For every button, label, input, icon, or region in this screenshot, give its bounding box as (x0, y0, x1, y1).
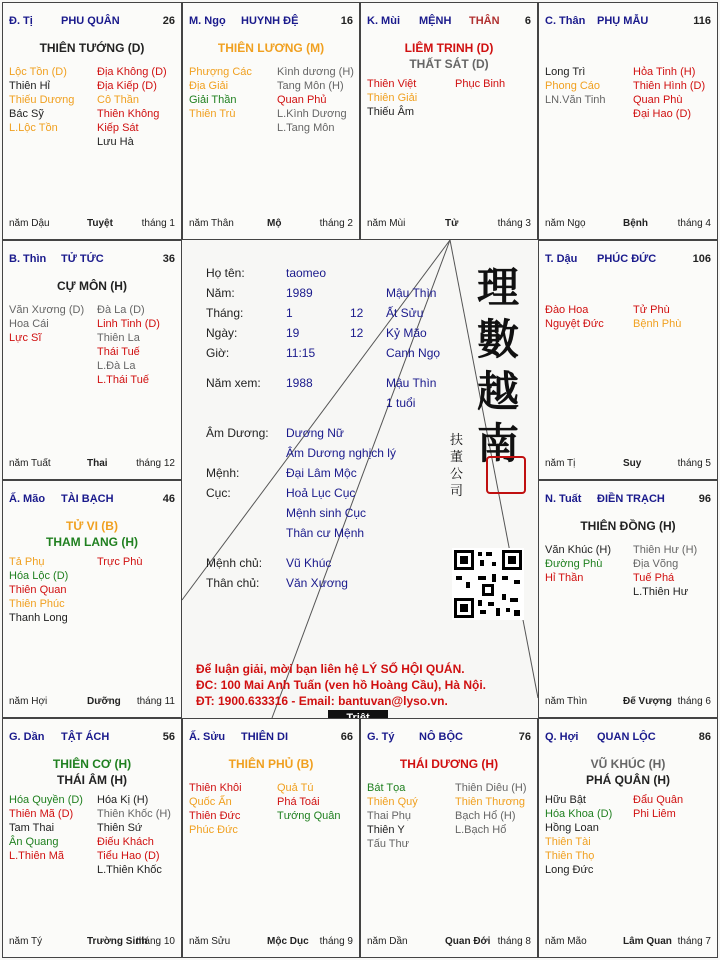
footer-year: năm Mão (545, 936, 587, 947)
minor-star: Kình dương (H) (277, 66, 354, 78)
tu-vi-chart (2, 2, 718, 958)
minor-star: Bệnh Phù (633, 318, 682, 330)
minor-star: Quả Tú (277, 782, 314, 794)
minor-star: Hóa Quyền (D) (9, 794, 83, 806)
minor-star: Thiên Sứ (97, 822, 143, 834)
year-lunar: Mậu Thìn (386, 286, 437, 300)
cuc-value2: Mệnh sinh Cục (286, 506, 367, 520)
minor-star: Đà La (D) (97, 304, 145, 316)
minor-star: Tả Phụ (9, 556, 45, 568)
footer-phase: Trường Sinh (87, 936, 148, 947)
palace-footer (367, 218, 531, 231)
palace-header (189, 15, 353, 29)
palace-number: 16 (340, 15, 353, 27)
palace-branch: M. Ngọ (189, 15, 226, 27)
palace-footer (189, 218, 353, 231)
thanchu-value: Văn Xương (286, 576, 348, 590)
footer-month: tháng 10 (136, 936, 175, 947)
main-star: THIÊN TƯỚNG (D) (39, 41, 145, 55)
palace-footer (9, 696, 175, 709)
minor-star: Thiên Khôi (189, 782, 242, 794)
minor-star: Đại Hao (D) (633, 108, 692, 120)
footer-year: năm Dậu (9, 218, 50, 229)
minor-star: Hỉ Thần (545, 572, 584, 584)
minor-star: Tuế Phá (633, 572, 675, 584)
minor-star: L.Tang Môn (277, 122, 335, 134)
year-label: Năm: (206, 286, 235, 300)
palace-number: 86 (698, 731, 711, 743)
minor-star: Hồng Loan (545, 822, 599, 834)
palace-footer (545, 458, 711, 471)
main-star: THAM LANG (H) (46, 535, 138, 549)
minor-star: Địa Võng (633, 558, 679, 570)
footer-phase: Dưỡng (87, 696, 121, 707)
palace-cell-thin (2, 240, 182, 480)
main-star: THẤT SÁT (D) (409, 57, 489, 71)
palace-cell-ty (360, 718, 538, 958)
cuc-value3: Thân cư Mệnh (286, 526, 365, 540)
minor-star: Thai Phụ (367, 810, 412, 822)
palace-tag: THÂN (469, 15, 500, 27)
minor-star: Giải Thần (189, 94, 237, 106)
day-solar: 19 (286, 326, 300, 340)
minor-star: Quan Phù (633, 94, 683, 106)
hour-lunar: Canh Ngọ (386, 346, 441, 360)
view-year-label: Năm xem: (206, 376, 261, 390)
palace-cell-tuat (538, 480, 718, 718)
calligraphy-logo: 理 數 越 南 (476, 263, 519, 468)
minor-star: Hoa Cái (9, 318, 49, 330)
minor-star: Địa Giải (189, 80, 229, 92)
amduong-label: Âm Dương: (206, 426, 269, 440)
palace-cell-mao (2, 480, 182, 718)
footer-month: tháng 11 (136, 696, 175, 707)
name-value: taomeo (286, 266, 327, 280)
minor-star: Thiên Hư (H) (633, 544, 698, 556)
palace-branch: G. Tý (367, 731, 395, 743)
minor-star: L.Đà La (97, 360, 136, 372)
footer-phase: Đế Vượng (623, 696, 672, 707)
palace-header (367, 15, 531, 29)
minor-star: Thanh Long (9, 612, 68, 624)
minor-star: Thiên Y (367, 824, 405, 836)
minor-star: Tấu Thư (367, 838, 410, 850)
qr-code-icon (452, 548, 524, 620)
palace-name: TÀI BẠCH (61, 493, 114, 505)
palace-name: THIÊN DI (241, 731, 289, 743)
minor-star: Tiểu Hao (D) (97, 850, 160, 862)
palace-name: HUYNH ĐỆ (241, 15, 299, 27)
minor-star: Thiên Đức (189, 810, 241, 822)
contact-line-1: Để luận giải, mời bạn liên hệ LÝ SỐ HỘI QUÁN. (196, 662, 465, 676)
footer-phase: Bệnh (623, 218, 648, 229)
minor-star: Long Đức (545, 864, 594, 876)
palace-branch: C. Thân (545, 15, 586, 27)
view-year-value: 1988 (286, 376, 313, 390)
minor-star: Hóa Khoa (D) (545, 808, 613, 820)
footer-year: năm Ngọ (545, 218, 586, 229)
minor-star: L.Thái Tuế (97, 374, 149, 386)
minor-star: Thiên Hỉ (9, 80, 50, 92)
palace-footer (9, 458, 175, 471)
minor-star: Hóa Lộc (D) (9, 570, 69, 582)
month-lunar: Ất Sửu (386, 306, 424, 320)
minor-star: L.Lộc Tồn (9, 122, 58, 134)
palace-branch: T. Dậu (545, 253, 578, 265)
minor-star: Đẩu Quân (633, 794, 684, 806)
minor-star: Tang Môn (H) (277, 80, 344, 92)
palace-header (189, 731, 353, 745)
minor-star: L.Thiên Mã (9, 850, 65, 862)
day-lunar: Kỷ Mão (386, 326, 427, 340)
minor-star: Bạch Hổ (H) (455, 810, 516, 822)
contact-line-2: ĐC: 100 Mai Anh Tuấn (ven hồ Hoàng Cầu), Hà Nội. (196, 678, 487, 692)
footer-year: năm Tị (545, 458, 576, 469)
view-year-lunar: Mậu Thìn (386, 376, 437, 390)
palace-footer (545, 218, 711, 231)
main-star: THÁI ÂM (H) (57, 773, 127, 787)
palace-header (9, 15, 175, 29)
minor-star: Phong Cáo (545, 80, 601, 92)
footer-month: tháng 3 (497, 218, 531, 229)
name-label: Họ tên: (206, 266, 245, 280)
footer-year: năm Tuất (9, 458, 51, 469)
footer-year: năm Thìn (545, 696, 588, 707)
minor-star: Lộc Tồn (D) (9, 66, 67, 78)
minor-star: Thiên Không (97, 108, 160, 120)
footer-month: tháng 8 (497, 936, 531, 947)
palace-number: 46 (162, 493, 175, 505)
palace-footer (367, 936, 531, 949)
palace-name: QUAN LỘC (597, 731, 656, 743)
palace-name: PHỤ MẪU (597, 15, 649, 27)
palace-cell-hoi (538, 718, 718, 958)
minor-star: Tam Thai (9, 822, 55, 834)
minor-star: Văn Xương (D) (9, 304, 85, 316)
minor-star: Thiên Giải (367, 92, 418, 104)
minor-star: Phúc Đức (189, 824, 238, 836)
minor-star: Thiên La (97, 332, 140, 344)
footer-month: tháng 1 (141, 218, 175, 229)
palace-name: MỆNH (419, 15, 452, 27)
footer-phase: Thai (87, 458, 108, 469)
minor-star: Kiếp Sát (97, 122, 139, 134)
month-solar: 1 (286, 306, 293, 320)
amduong-value: Dương Nữ (286, 426, 344, 440)
minor-star: Thiên Trù (189, 108, 236, 120)
palace-header (545, 731, 711, 745)
minor-star: Địa Kiếp (D) (97, 80, 157, 92)
minor-star: Thiên Quan (9, 584, 67, 596)
menhchu-value: Vũ Khúc (286, 556, 332, 570)
palace-branch: Đ. Tị (9, 15, 33, 27)
palace-name: ĐIỀN TRẠCH (597, 493, 665, 505)
palace-branch: G. Dần (9, 731, 45, 743)
palace-cell-than (538, 2, 718, 240)
palace-name: PHU QUÂN (61, 15, 120, 27)
palace-header (9, 731, 175, 745)
minor-star: Thiên Khốc (H) (97, 808, 171, 820)
minor-star: Tử Phù (633, 304, 670, 316)
palace-cell-ti (2, 2, 182, 240)
minor-star: Phá Toái (277, 796, 320, 808)
minor-star: L.Kình Dương (277, 108, 347, 120)
minor-star: Thiên Thọ (545, 850, 595, 862)
palace-number: 66 (340, 731, 353, 743)
palace-name: TỬ TỨC (61, 253, 104, 265)
main-star: THÁI DƯƠNG (H) (399, 757, 499, 771)
palace-cell-dan (2, 718, 182, 958)
footer-phase: Suy (623, 458, 642, 469)
day-lunar-num: 12 (350, 326, 364, 340)
minor-star: Thiên Phúc (9, 598, 65, 610)
minor-star: Linh Tinh (D) (97, 318, 160, 330)
palace-header (545, 253, 711, 267)
minor-star: Đào Hoa (545, 304, 589, 316)
main-star: THIÊN PHỦ (B) (228, 757, 314, 771)
minor-star: Thiên Quý (367, 796, 418, 808)
footer-year: năm Tý (9, 936, 43, 947)
cuc-label: Cục: (206, 486, 231, 500)
month-lunar-num: 12 (350, 306, 364, 320)
minor-star: L.Bạch Hổ (455, 824, 507, 836)
day-label: Ngày: (206, 326, 238, 340)
footer-phase: Mộ (267, 218, 282, 229)
minor-star: Cô Thần (97, 94, 139, 106)
footer-month: tháng 6 (677, 696, 711, 707)
palace-footer (545, 936, 711, 949)
palace-name: NÔ BỘC (419, 731, 463, 743)
minor-star: L.Thiên Khốc (97, 864, 162, 876)
menhchu-label: Mệnh chủ: (206, 556, 263, 570)
minor-star: Thiên Việt (367, 78, 417, 90)
footer-year: năm Thân (189, 218, 234, 229)
minor-star: Nguyệt Đức (545, 318, 604, 330)
palace-number: 6 (524, 15, 531, 27)
minor-star: Phục Binh (455, 78, 506, 90)
palace-number: 26 (162, 15, 175, 27)
footer-year: năm Sửu (189, 936, 231, 947)
main-star: THIÊN CƠ (H) (52, 757, 132, 771)
palace-cell-mui (360, 2, 538, 240)
minor-star: Hữu Bật (545, 794, 586, 806)
minor-star: Tướng Quân (277, 810, 341, 822)
main-star: TỬ VI (B) (66, 519, 118, 533)
menh-value: Đại Lâm Mộc (286, 466, 357, 480)
amduong-value2: Âm Dương nghịch lý (286, 446, 396, 460)
minor-star: Hỏa Tinh (H) (633, 66, 696, 78)
palace-header (367, 731, 531, 745)
footer-phase: Tử (445, 218, 459, 229)
minor-star: Phượng Các (189, 66, 252, 78)
menh-label: Mệnh: (206, 466, 240, 480)
minor-star: L.Thiên Hư (633, 586, 689, 598)
minor-star: Ân Quang (9, 836, 59, 848)
footer-year: năm Hợi (9, 696, 48, 707)
minor-star: Thiên Tài (545, 836, 591, 848)
footer-phase: Lâm Quan (623, 936, 672, 947)
minor-star: Thiếu Âm (367, 106, 415, 118)
footer-month: tháng 9 (319, 936, 353, 947)
minor-star: Thiếu Dương (9, 94, 75, 106)
cuc-value: Hoả Lục Cục (286, 486, 356, 500)
minor-star: Lưu Hà (97, 136, 134, 148)
palace-number: 116 (693, 15, 711, 27)
view-age: 1 tuổi (386, 396, 416, 410)
minor-star: Long Trì (545, 66, 586, 78)
footer-phase: Quan Đới (445, 936, 491, 947)
minor-star: Văn Khúc (H) (545, 544, 612, 556)
main-star: VŨ KHÚC (H) (590, 757, 666, 771)
minor-star: Địa Không (D) (97, 66, 167, 78)
palace-number: 76 (518, 731, 531, 743)
minor-star: Thái Tuế (97, 346, 140, 358)
palace-number: 96 (698, 493, 711, 505)
footer-year: năm Dần (367, 936, 408, 947)
footer-phase: Tuyệt (87, 218, 113, 229)
palace-branch: Q. Hợi (545, 731, 579, 743)
palace-header (545, 15, 711, 29)
palace-number: 56 (162, 731, 175, 743)
main-star: PHÁ QUÂN (H) (586, 773, 670, 787)
red-seal-icon (486, 456, 526, 494)
palace-cell-dau (538, 240, 718, 480)
footer-phase: Mộc Dục (267, 936, 309, 947)
footer-month: tháng 7 (677, 936, 711, 947)
palace-footer (9, 936, 175, 949)
palace-name: PHÚC ĐỨC (597, 253, 657, 265)
main-star: THIÊN ĐỒNG (H) (580, 519, 676, 533)
footer-month: tháng 5 (677, 458, 711, 469)
minor-star: Thiên Hình (D) (633, 80, 706, 92)
minor-star: Điếu Khách (97, 836, 154, 848)
palace-footer (189, 936, 353, 949)
minor-star: Thiên Mã (D) (9, 808, 74, 820)
minor-star: Thiên Thương (455, 796, 526, 808)
minor-star: Thiên Diêu (H) (455, 782, 527, 794)
minor-star: LN.Văn Tinh (545, 94, 606, 106)
footer-year: năm Mùi (367, 218, 406, 229)
minor-star: Đường Phù (545, 558, 603, 570)
palace-footer (545, 696, 711, 709)
main-star: LIÊM TRINH (D) (404, 41, 494, 55)
minor-star: Lực Sĩ (9, 332, 42, 344)
minor-star: Bát Tọa (367, 782, 406, 794)
palace-header (9, 493, 175, 507)
minor-star: Phi Liêm (633, 808, 676, 820)
minor-star: Trực Phù (97, 556, 143, 568)
palace-cell-ngo (182, 2, 360, 240)
palace-footer (9, 218, 175, 231)
minor-star: Quan Phủ (277, 94, 327, 106)
hour-label: Giờ: (206, 346, 230, 360)
palace-branch: Ấ. Mão (9, 493, 46, 505)
contact-line-3: ĐT: 1900.633316 - Email: bantuvan@lyso.vn. (196, 694, 448, 708)
footer-month: tháng 12 (136, 458, 175, 469)
footer-month: tháng 2 (319, 218, 353, 229)
palace-number: 36 (162, 253, 175, 265)
minor-star: Hóa Kị (H) (97, 794, 149, 806)
footer-month: tháng 4 (677, 218, 711, 229)
hour-value: 11:15 (286, 346, 316, 360)
palace-header (9, 253, 175, 267)
palace-name: TẬT ÁCH (61, 731, 110, 743)
palace-header (545, 493, 711, 507)
month-label: Tháng: (206, 306, 244, 320)
center-panel (182, 242, 538, 718)
palace-number: 106 (692, 253, 711, 265)
palace-branch: K. Mùi (367, 15, 400, 27)
palace-branch: N. Tuất (545, 493, 582, 505)
seal-text: 扶 董 公 司 (450, 433, 464, 499)
minor-star: Bác Sỹ (9, 108, 44, 120)
year-value: 1989 (286, 286, 313, 300)
main-star: CỰ MÔN (H) (57, 279, 127, 293)
palace-branch: B. Thìn (9, 253, 47, 265)
palace-cell-suu (182, 718, 360, 958)
main-star: THIÊN LƯƠNG (M) (217, 41, 325, 55)
thanchu-label: Thân chủ: (206, 576, 260, 590)
minor-star: Quốc Ấn (189, 796, 232, 808)
palace-branch: Ấ. Sửu (189, 731, 226, 743)
